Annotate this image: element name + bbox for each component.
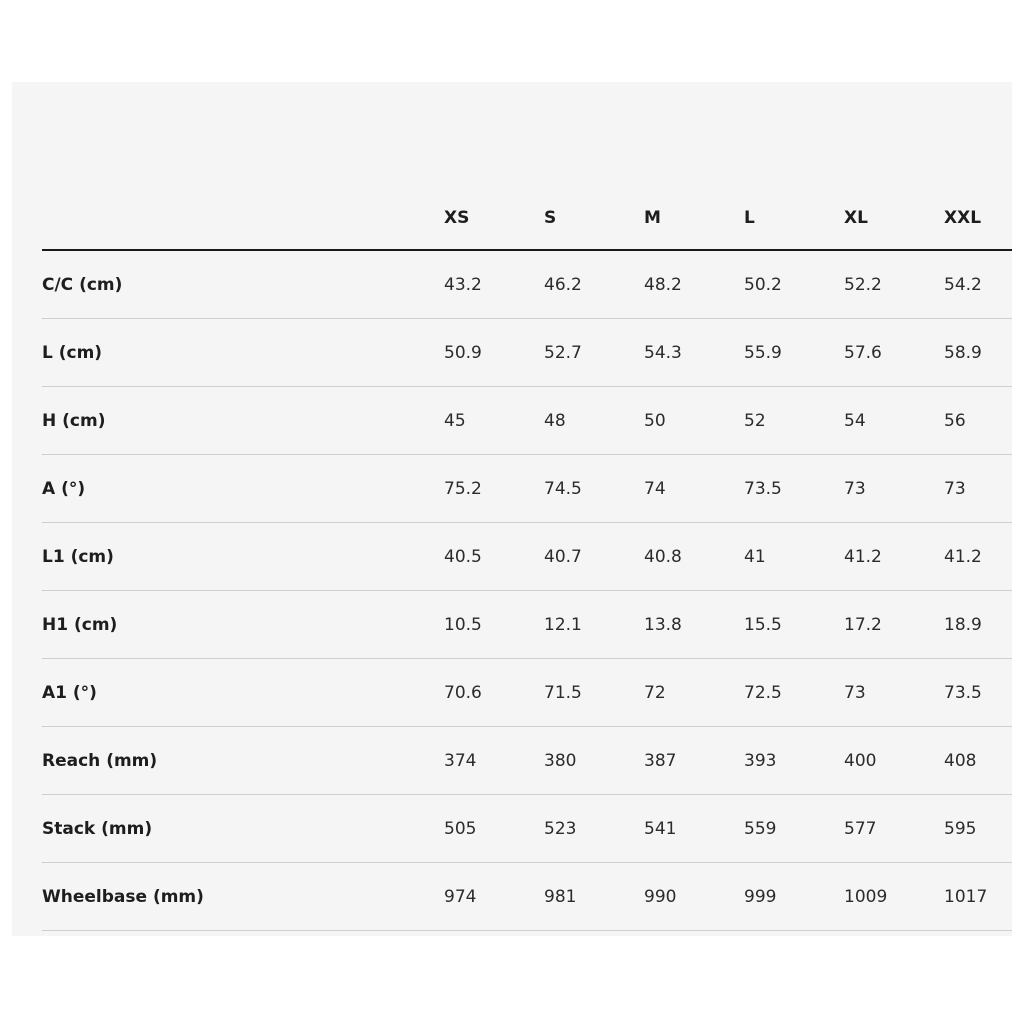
table-cell: 374: [444, 727, 544, 795]
table-cell: 990: [644, 863, 744, 931]
row-label: L1 (cm): [42, 523, 444, 591]
size-header-m: M: [644, 186, 744, 250]
table-cell: 71.5: [544, 659, 644, 727]
table-cell: 73: [844, 659, 944, 727]
header-corner: [42, 186, 444, 250]
table-row: [42, 795, 1012, 863]
table-cell: 50.9: [444, 319, 544, 387]
row-label: A1 (°): [42, 659, 444, 727]
table-cell: 41: [744, 523, 844, 591]
table-cell: 48: [544, 387, 644, 455]
size-header-xxl: XXL: [944, 186, 1012, 250]
table-cell: 70.6: [444, 659, 544, 727]
table-cell: 400: [844, 727, 944, 795]
table-cell: 75.2: [444, 455, 544, 523]
table-cell: 393: [744, 727, 844, 795]
table-row: [42, 659, 1012, 727]
row-label: Reach (mm): [42, 727, 444, 795]
table-body: [42, 250, 1012, 931]
table-row: [42, 727, 1012, 795]
table-cell: 57.6: [844, 319, 944, 387]
row-label: Wheelbase (mm): [42, 863, 444, 931]
table-cell: 73.5: [944, 659, 1012, 727]
table-cell: 74.5: [544, 455, 644, 523]
row-label: A (°): [42, 455, 444, 523]
table-cell: 54.2: [944, 250, 1012, 319]
table-cell: 50: [644, 387, 744, 455]
table-cell: 43.2: [444, 250, 544, 319]
table-cell: 45: [444, 387, 544, 455]
table-cell: 54: [844, 387, 944, 455]
table-header: [42, 186, 1012, 250]
table-cell: 74: [644, 455, 744, 523]
row-label: C/C (cm): [42, 250, 444, 319]
table-cell: 58.9: [944, 319, 1012, 387]
table-cell: 541: [644, 795, 744, 863]
table-cell: 72.5: [744, 659, 844, 727]
table-cell: 46.2: [544, 250, 644, 319]
table-cell: 56: [944, 387, 1012, 455]
header-row: [42, 186, 1012, 250]
table-cell: 48.2: [644, 250, 744, 319]
geometry-size-table: [42, 186, 1012, 931]
row-label: Stack (mm): [42, 795, 444, 863]
table-cell: 17.2: [844, 591, 944, 659]
table-cell: 981: [544, 863, 644, 931]
table-cell: 55.9: [744, 319, 844, 387]
table-cell: 974: [444, 863, 544, 931]
size-header-s: S: [544, 186, 644, 250]
table-row: [42, 250, 1012, 319]
table-cell: 41.2: [944, 523, 1012, 591]
table-cell: 12.1: [544, 591, 644, 659]
table-cell: 72: [644, 659, 744, 727]
table-row: [42, 455, 1012, 523]
table-cell: 54.3: [644, 319, 744, 387]
table-row: [42, 319, 1012, 387]
table-cell: 73.5: [744, 455, 844, 523]
table-cell: 1017: [944, 863, 1012, 931]
size-header-xl: XL: [844, 186, 944, 250]
table-cell: 52: [744, 387, 844, 455]
table-cell: 523: [544, 795, 644, 863]
table-cell: 40.8: [644, 523, 744, 591]
table-cell: 52.7: [544, 319, 644, 387]
table-cell: 595: [944, 795, 1012, 863]
table-cell: 1009: [844, 863, 944, 931]
table-cell: 999: [744, 863, 844, 931]
size-header-xs: XS: [444, 186, 544, 250]
table-cell: 15.5: [744, 591, 844, 659]
table-cell: 52.2: [844, 250, 944, 319]
table-cell: 73: [944, 455, 1012, 523]
table-cell: 505: [444, 795, 544, 863]
table-cell: 18.9: [944, 591, 1012, 659]
table-cell: 13.8: [644, 591, 744, 659]
table-cell: 559: [744, 795, 844, 863]
table-row: [42, 523, 1012, 591]
table-row: [42, 387, 1012, 455]
table-cell: 10.5: [444, 591, 544, 659]
size-header-l: L: [744, 186, 844, 250]
table-cell: 577: [844, 795, 944, 863]
row-label: H (cm): [42, 387, 444, 455]
table-cell: 40.5: [444, 523, 544, 591]
table-cell: 41.2: [844, 523, 944, 591]
table-cell: 40.7: [544, 523, 644, 591]
table-cell: 387: [644, 727, 744, 795]
table-row: [42, 591, 1012, 659]
table-cell: 408: [944, 727, 1012, 795]
row-label: H1 (cm): [42, 591, 444, 659]
row-label: L (cm): [42, 319, 444, 387]
table-cell: 380: [544, 727, 644, 795]
table-row: [42, 863, 1012, 931]
table-cell: 73: [844, 455, 944, 523]
table-cell: 50.2: [744, 250, 844, 319]
